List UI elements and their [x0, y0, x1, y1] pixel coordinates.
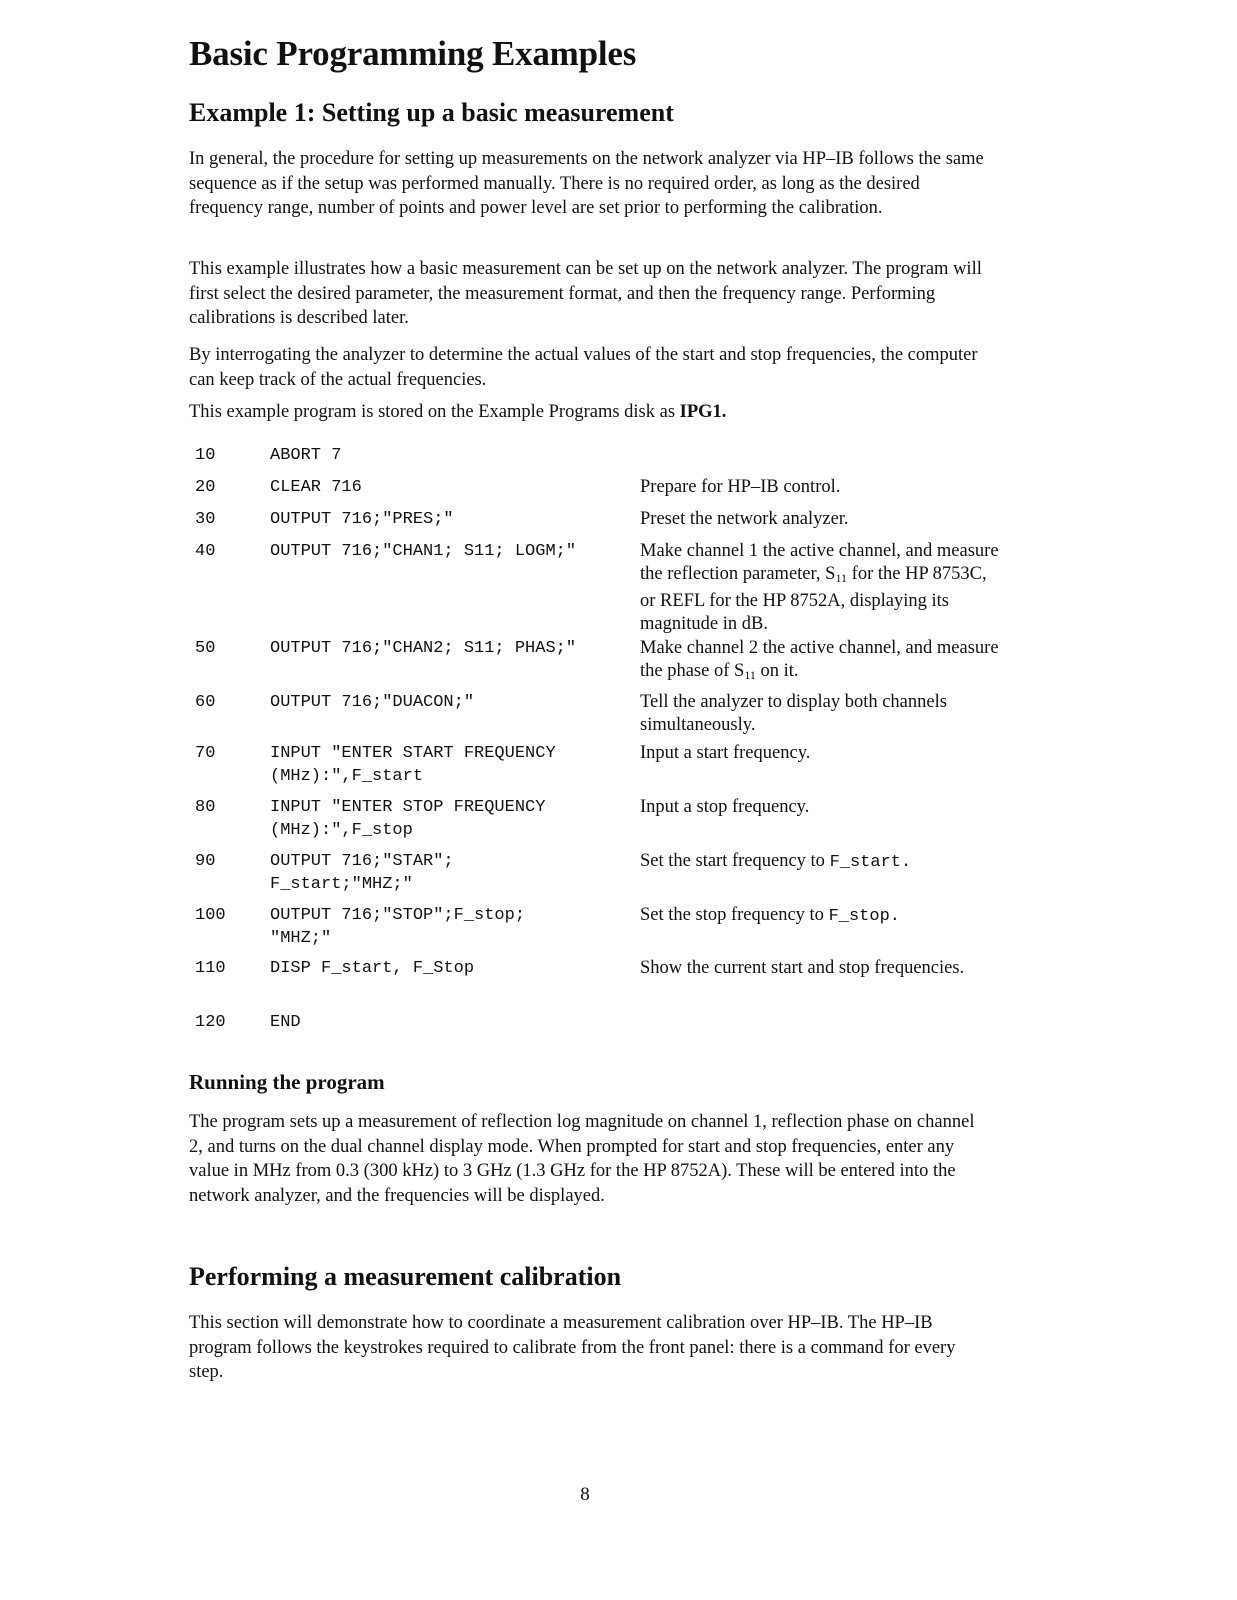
- code-text: CLEAR 716: [270, 478, 362, 497]
- code-text: INPUT "ENTER STOP FREQUENCY (MHz):",F_stop: [270, 798, 546, 840]
- code-text: OUTPUT 716;"DUACON;": [270, 693, 475, 712]
- code-text: ABORT 7: [270, 446, 342, 465]
- line-description: Set the stop frequency to F_stop.: [640, 905, 900, 926]
- line-number: 60: [195, 693, 216, 712]
- calibration-paragraph: This section will demonstrate how to coordinate a measurement calibration over HP–IB. The HP–IB program follows the keystrokes required to calibrate from the front panel: there is a command for every step.: [189, 1313, 956, 1382]
- line-description: Preset the network analyzer.: [640, 509, 849, 529]
- program-file-name: IPG1.: [679, 402, 727, 422]
- line-number: 80: [195, 798, 216, 817]
- example1-paragraph-2: This example illustrates how a basic measurement can be set up on the network analyzer. The program will first select the desired parameter, the measurement format, and then the frequency range. Performing calibrations is described later.: [189, 259, 982, 328]
- line-description: Make channel 1 the active channel, and measure the reflection parameter, $S_{11}$ for the HP 8753C, or REFL for the HP 8752A, displaying its magnitude in dB.: [640, 541, 999, 634]
- code-text: OUTPUT 716;"STOP";F_stop; "MHZ;": [270, 906, 526, 948]
- line-number: 110: [195, 959, 226, 978]
- line-description: Tell the analyzer to display both channels simultaneously.: [640, 692, 947, 735]
- page-number: 8: [580, 1484, 590, 1505]
- example1-heading: Example 1: Setting up a basic measurement: [189, 98, 674, 127]
- line-number: 100: [195, 906, 226, 925]
- code-text: OUTPUT 716;"CHAN2; S11; PHAS;": [270, 639, 577, 658]
- example1-paragraph-1: In general, the procedure for setting up measurements on the network analyzer via HP–IB follows the same sequence as if the setup was performed manually. There is no required order, as long as the desired frequency range, number of points and power level are set prior to performing the calibration.: [189, 149, 984, 218]
- example1-paragraph-3: By interrogating the analyzer to determine the actual values of the start and stop frequencies, the computer can keep track of the actual frequencies.: [189, 345, 978, 390]
- calibration-heading: Performing a measurement calibration: [189, 1262, 622, 1291]
- code-text: END: [270, 1013, 301, 1032]
- code-text: OUTPUT 716;"PRES;": [270, 510, 454, 529]
- line-description: Show the current start and stop frequencies.: [640, 958, 965, 978]
- running-paragraph: The program sets up a measurement of reflection log magnitude on channel 1, reflection phase on channel 2, and turns on the dual channel display mode. When prompted for start and stop frequencies, enter any value in MHz from 0.3 (300 kHz) to 3 GHz (1.3 GHz for the HP 8752A). These will be entered into the network analyzer, and the frequencies will be displayed.: [189, 1112, 975, 1206]
- code-text: DISP F_start, F_Stop: [270, 959, 475, 978]
- example1-paragraph-4: [189, 400, 989, 425]
- line-description: Input a start frequency.: [640, 743, 811, 763]
- running-heading: Running the program: [189, 1070, 385, 1094]
- line-number: 120: [195, 1013, 226, 1032]
- code-text: OUTPUT 716;"STAR"; F_start;"MHZ;": [270, 852, 454, 894]
- file-reference-prefix: This example program is stored on the Example Programs disk as: [189, 402, 680, 422]
- line-number: 70: [195, 744, 216, 763]
- line-number: 10: [195, 446, 216, 465]
- page-title: Basic Programming Examples: [189, 34, 637, 73]
- code-text: OUTPUT 716;"CHAN1; S11; LOGM;": [270, 542, 577, 561]
- line-number: 50: [195, 639, 216, 658]
- line-number: 40: [195, 542, 216, 561]
- line-number: 30: [195, 510, 216, 529]
- line-number: 20: [195, 478, 216, 497]
- line-number: 90: [195, 852, 216, 871]
- line-description: Set the start frequency to F_start.: [640, 851, 912, 872]
- line-description: Input a stop frequency.: [640, 797, 810, 817]
- line-description: Prepare for HP–IB control.: [640, 477, 841, 497]
- line-description: Make channel 2 the active channel, and measure the phase of $S_{11}$ on it.: [640, 638, 999, 682]
- code-text: INPUT "ENTER START FREQUENCY (MHz):",F_start: [270, 744, 556, 786]
